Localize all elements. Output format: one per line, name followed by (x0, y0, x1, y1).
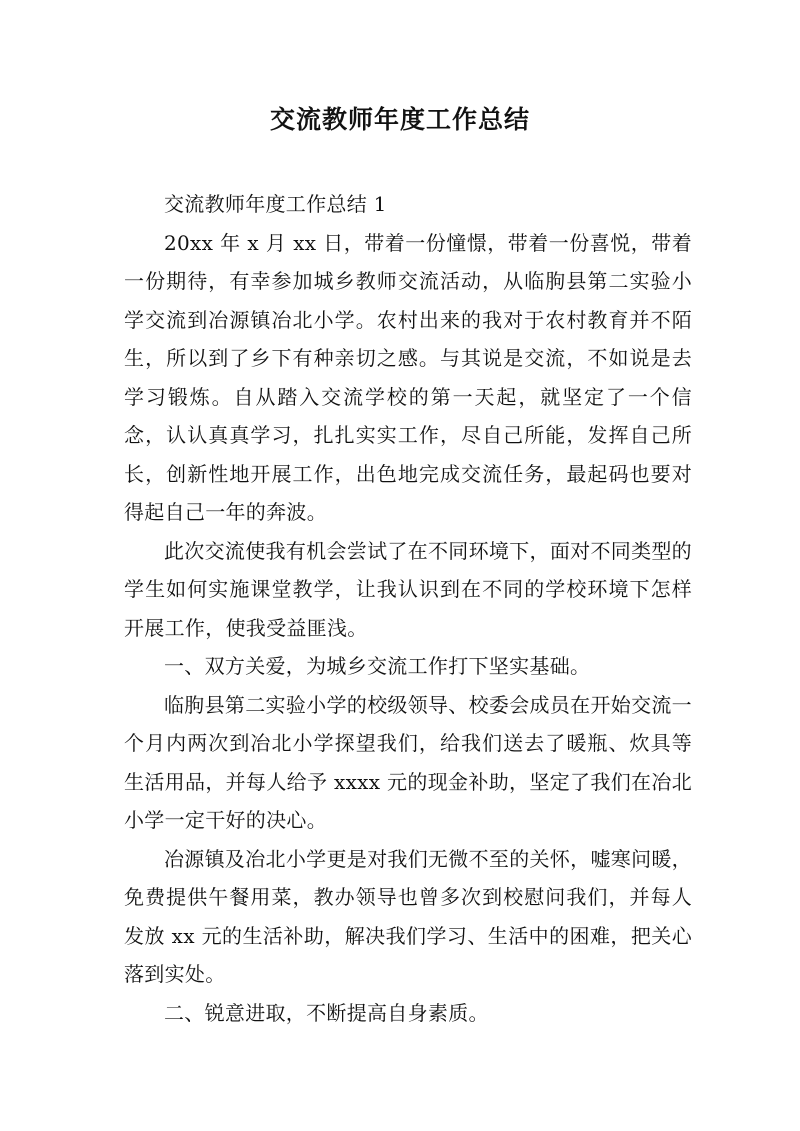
document-body (124, 185, 692, 1032)
paragraph: 20xx 年 x 月 xx 日，带着一份憧憬，带着一份喜悦，带着一份期待，有幸参加城乡教师交流活动，从临朐县第二实验小学交流到冶源镇冶北小学。农村出来的我对于农村教育并不陌生，所以到了乡下有种亲切之感。与其说是交流，不如说是去学习锻炼。自从踏入交流学校的第一天起，就坚定了一个信念，认认真真学习，扎扎实实工作，尽自己所能，发挥自己所长，创新性地开展工作，出色地完成交流任务，最起码也要对得起自己一年的奔波。 (124, 230, 692, 524)
document-title: 交流教师年度工作总结 (269, 105, 530, 134)
paragraph: 临朐县第二实验小学的校级领导、校委会成员在开始交流一个月内两次到冶北小学探望我们，给我们送去了暖瓶、炊具等生活用品，并每人给予 xxxx 元的现金补助，坚定了我们在冶北小学一定干好的决心。 (124, 692, 692, 832)
section-heading: 交流教师年度工作总结 1 (164, 192, 387, 216)
paragraph: 此次交流使我有机会尝试了在不同环境下，面对不同类型的学生如何实施课堂教学，让我认识到在不同的学校环境下怎样开展工作，使我受益匪浅。 (124, 538, 692, 640)
paragraph: 冶源镇及冶北小学更是对我们无微不至的关怀，嘘寒问暖，免费提供午餐用菜，教办领导也曾多次到校慰问我们，并每人发放 xx 元的生活补助，解决我们学习、生活中的困难，把关心落到实处。 (124, 846, 692, 986)
subheading: 二、锐意进取，不断提高自身素质。 (164, 1000, 489, 1025)
subheading: 一、双方关爱，为城乡交流工作打下坚实基础。 (164, 654, 591, 678)
